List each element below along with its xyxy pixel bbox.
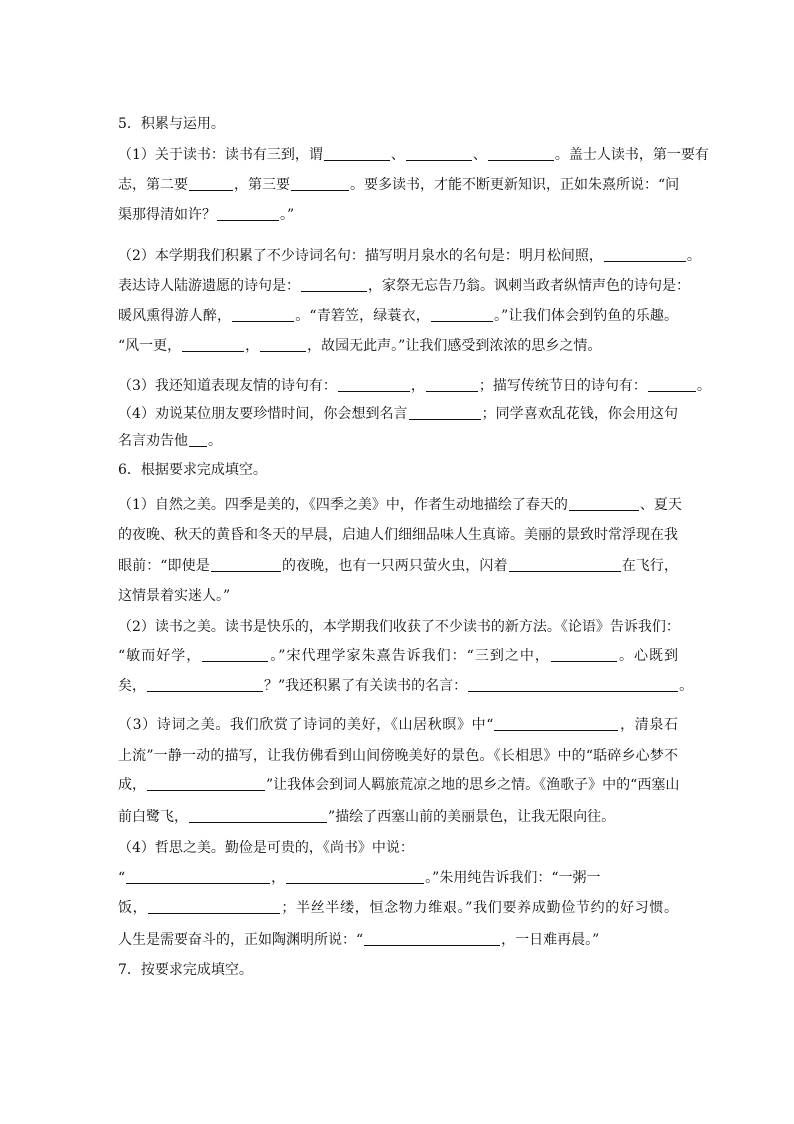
line-text: 。 <box>208 433 222 449</box>
line-text: 暖风熏得游人醉， <box>118 308 232 324</box>
line-text: （2）本学期我们积累了不少诗词名句：描写明月泉水的名句是：明月松间照， <box>118 248 603 264</box>
text-line-q6-2-a <box>118 612 678 642</box>
line-text: 5．积累与运用。 <box>118 116 225 132</box>
line-text: 眼前：“即使是 <box>118 558 210 574</box>
line-text: 名言劝告他 <box>118 433 188 449</box>
line-text: 这情景着实迷人。” <box>118 588 231 604</box>
line-text: （1）关于读书：读书有三到，谓 <box>118 147 323 163</box>
line-text: “ <box>118 870 126 886</box>
fill-in-blank[interactable] <box>291 175 349 191</box>
text-line-q6-3-c <box>118 770 678 800</box>
fill-in-blank[interactable] <box>202 646 268 662</box>
line-text: （3）诗词之美。我们欣赏了诗词的美好，《山居秋暝》中“ <box>118 717 494 733</box>
fill-in-blank[interactable] <box>217 205 279 221</box>
text-line-q5-2-c <box>118 301 678 331</box>
line-text: 渠那得清如许？ <box>118 207 216 223</box>
line-text: ， <box>245 338 260 354</box>
text-line-q6-2-b <box>118 641 678 671</box>
fill-in-blank[interactable] <box>232 306 294 322</box>
line-text: （4）哲思之美。勤俭是可贵的，《尚书》中说： <box>118 840 414 856</box>
text-line-q6-1-c <box>118 551 678 581</box>
line-text: 。 <box>679 678 694 694</box>
line-text: 、 <box>472 147 487 163</box>
line-text: 。盖士人读书，第一要有 <box>554 147 709 163</box>
line-text: 的夜晚，也有一只两只萤火虫，闪着 <box>281 558 508 574</box>
line-text: 成， <box>118 777 146 793</box>
fill-in-blank[interactable] <box>488 145 554 161</box>
fill-in-blank[interactable] <box>147 676 263 692</box>
text-line-q5-4-a <box>118 399 678 429</box>
fill-in-blank[interactable] <box>551 646 617 662</box>
text-line-q6-2-c <box>118 671 694 701</box>
line-text: ”让我体会到词人羁旅荒凉之地的思乡之情。《渔歌子》中的“西塞山 <box>266 777 680 793</box>
text-line-q6-4-b <box>118 863 678 893</box>
text-line-q6-1-d <box>118 581 678 611</box>
fill-in-blank[interactable] <box>211 556 281 572</box>
text-line-q6-4-c <box>118 893 678 923</box>
line-text: 。”宋代理学家朱熹告诉我们：“三到之中， <box>269 648 550 664</box>
text-line-q5-2-a <box>118 241 701 271</box>
text-line-q6-1-a <box>118 490 682 520</box>
fill-in-blank[interactable] <box>431 306 493 322</box>
line-text: ”描绘了西塞山前的美丽景色，让我无限向往。 <box>328 809 616 825</box>
line-text: 前白鹭飞， <box>118 809 188 825</box>
line-text: “风一更， <box>118 338 182 354</box>
text-line-q5-1-a <box>118 140 709 170</box>
fill-in-blank[interactable] <box>260 336 306 352</box>
line-text: （3）我还知道表现友情的诗句有： <box>118 378 337 394</box>
line-text: ？”我还积累了有关读书的名言： <box>264 678 468 694</box>
fill-in-blank[interactable] <box>148 898 280 914</box>
line-text: 。” <box>280 207 295 223</box>
line-text: 在飞行， <box>621 558 678 574</box>
text-line-q5-1-c <box>118 200 678 230</box>
fill-in-blank[interactable] <box>648 376 696 392</box>
line-text: 的夜晚、秋天的黄昏和冬天的早晨，启迪人们细细品味人生真谛。美丽的景致时常浮现在我 <box>118 527 678 543</box>
line-text: 矣， <box>118 678 146 694</box>
line-text: ；同学喜欢乱花钱，你会用这句 <box>481 406 679 422</box>
fill-in-blank[interactable] <box>426 376 478 392</box>
text-line-q5-2-d <box>118 331 678 361</box>
text-line-q5-title <box>118 109 678 139</box>
line-text: 表达诗人陆游遗愿的诗句是： <box>118 278 300 294</box>
line-text: 上流”一静一动的描写，让我仿佛看到山间傍晚美好的景色。《长相思》中的“聒碎乡心梦不 <box>118 748 678 764</box>
line-text: ，故园无此声。”让我们感受到浓浓的思乡之情。 <box>307 338 602 354</box>
fill-in-blank[interactable] <box>364 930 500 946</box>
fill-in-blank[interactable] <box>338 376 410 392</box>
line-text: ， <box>271 870 286 886</box>
text-line-q6-4-a <box>118 833 678 863</box>
line-text: 7．按要求完成填空。 <box>118 962 253 978</box>
fill-in-blank[interactable] <box>406 145 472 161</box>
fill-in-blank[interactable] <box>509 556 621 572</box>
line-text: 。”朱用纯告诉我们：“一粥一 <box>425 870 601 886</box>
line-text: 。心既到 <box>617 648 678 664</box>
line-text: 。 <box>686 248 701 264</box>
fill-in-blank[interactable] <box>147 775 265 791</box>
fill-in-blank[interactable] <box>182 336 244 352</box>
line-text: ，清泉石 <box>619 717 678 733</box>
fill-in-blank[interactable] <box>324 145 390 161</box>
fill-in-blank[interactable] <box>126 868 270 884</box>
text-line-q6-4-d <box>118 925 678 955</box>
fill-in-blank[interactable] <box>569 495 639 511</box>
line-text: 。 <box>696 378 711 394</box>
line-text: 、夏天 <box>639 497 682 513</box>
line-text: 。要多读书，才能不断更新知识，正如朱熹所说：“问 <box>350 177 680 193</box>
text-line-q6-3-a <box>118 710 678 740</box>
line-text: ；描写传统节日的诗句有： <box>478 378 647 394</box>
line-text: （1）自然之美。四季是美的，《四季之美》中，作者生动地描绘了春天的 <box>118 497 568 513</box>
fill-in-blank[interactable] <box>409 404 481 420</box>
line-text: ；半丝半缕，恒念物力维艰。”我们要养成勤俭节约的好习惯。 <box>281 900 679 916</box>
line-text: ，家祭无忘告乃翁。讽刺当政者纵情声色的诗句是： <box>368 278 690 294</box>
line-text: 志，第二要 <box>118 177 188 193</box>
text-line-q5-2-b <box>118 271 690 301</box>
line-text: 饭， <box>118 900 148 916</box>
line-text: 6．根据要求完成填空。 <box>118 462 267 478</box>
line-text: 、 <box>390 147 405 163</box>
text-line-q6-title <box>118 455 678 485</box>
fill-in-blank[interactable] <box>494 715 618 731</box>
line-text: 。“青箬笠，绿蓑衣， <box>295 308 430 324</box>
text-line-q5-1-b <box>118 170 678 200</box>
line-text: ， <box>410 378 425 394</box>
line-text: （4）劝说某位朋友要珍惜时间，你会想到名言 <box>118 406 408 422</box>
text-line-q5-3 <box>118 371 711 401</box>
line-text: 。”让我们体会到钓鱼的乐趣。 <box>493 308 678 324</box>
text-line-q6-3-b <box>118 741 678 771</box>
line-text: 人生是需要奋斗的，正如陶渊明所说：“ <box>118 932 364 948</box>
text-line-q6-1-b <box>118 520 678 550</box>
fill-in-blank[interactable] <box>189 807 327 823</box>
fill-in-blank[interactable] <box>189 175 233 191</box>
fill-in-blank[interactable] <box>286 868 424 884</box>
fill-in-blank[interactable] <box>301 276 367 292</box>
fill-in-blank[interactable] <box>189 431 207 447</box>
fill-in-blank[interactable] <box>468 676 678 692</box>
line-text: “敏而好学， <box>118 648 202 664</box>
line-text: ，一日难再晨。” <box>501 932 600 948</box>
fill-in-blank[interactable] <box>604 246 686 262</box>
text-line-q5-4-b <box>118 426 678 456</box>
line-text: （2）读书之美。读书是快乐的，本学期我们收获了不少读书的新方法。《论语》告诉我们： <box>118 619 680 635</box>
line-text: ，第三要 <box>234 177 290 193</box>
text-line-q7-title <box>118 955 678 985</box>
text-line-q6-3-d <box>118 802 678 832</box>
